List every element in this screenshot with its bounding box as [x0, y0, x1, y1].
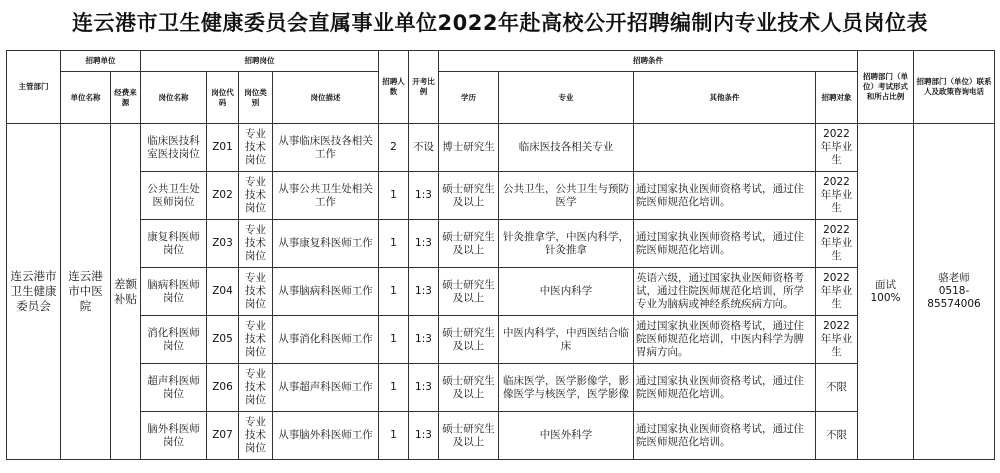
- header-cond-group: 招聘条件: [439, 51, 858, 72]
- post-type-cell: 专业技术岗位: [239, 220, 273, 268]
- major-cell: 中医外科学: [499, 412, 634, 460]
- contact-cell: [914, 124, 995, 460]
- education-cell: 硕士研究生及以上: [439, 220, 499, 268]
- count-cell: 1: [379, 220, 409, 268]
- header-exam: 招聘部门（单位）考试形式和所占比例: [858, 51, 914, 124]
- ratio-cell: 1:3: [409, 172, 439, 220]
- target-cell: 2022年毕业生: [816, 268, 858, 316]
- header-other: 其他条件: [634, 72, 816, 124]
- dept-cell: 连云港市卫生健康委员会: [7, 124, 61, 460]
- positions-table: [6, 50, 995, 460]
- target-cell: 2022年毕业生: [816, 316, 858, 364]
- education-cell: 博士研究生: [439, 124, 499, 172]
- post-code-cell: Z07: [207, 412, 239, 460]
- post-code-cell: Z01: [207, 124, 239, 172]
- post-code-cell: Z03: [207, 220, 239, 268]
- education-cell: 硕士研究生及以上: [439, 316, 499, 364]
- header-education: 学历: [439, 72, 499, 124]
- post-name-cell: 临床医技科室医技岗位: [141, 124, 207, 172]
- education-cell: 硕士研究生及以上: [439, 364, 499, 412]
- header-major: 专业: [499, 72, 634, 124]
- table-row: [7, 316, 995, 364]
- header-ratio: 开考比例: [409, 51, 439, 124]
- ratio-cell: 1:3: [409, 268, 439, 316]
- header-count: 招聘人数: [379, 51, 409, 124]
- exam-cell: 面试100%: [858, 124, 914, 460]
- header-post-desc: 岗位描述: [273, 72, 379, 124]
- count-cell: 1: [379, 412, 409, 460]
- header-unit-group: 招聘单位: [61, 51, 141, 72]
- header-dept: 主管部门: [7, 51, 61, 124]
- major-cell: 临床医技各相关专业: [499, 124, 634, 172]
- post-name-cell: 公共卫生处医师岗位: [141, 172, 207, 220]
- header-post-code: 岗位代码: [207, 72, 239, 124]
- ratio-cell: 1:3: [409, 364, 439, 412]
- target-cell: 不限: [816, 364, 858, 412]
- major-cell: 临床医学，医学影像学，影像医学与核医学，医学影像: [499, 364, 634, 412]
- post-name-cell: 脑外科医师岗位: [141, 412, 207, 460]
- header-unit-name: 单位名称: [61, 72, 111, 124]
- post-type-cell: 专业技术岗位: [239, 412, 273, 460]
- other-cell: 英语六级，通过国家执业医师资格考试，通过住院医师规范化培训，所学专业为脑病或神经系统疾病方向。: [634, 268, 816, 316]
- other-cell: 通过国家执业医师资格考试，通过住院医师规范化培训。: [634, 364, 816, 412]
- table-row: [7, 172, 995, 220]
- ratio-cell: 1:3: [409, 316, 439, 364]
- education-cell: 硕士研究生及以上: [439, 172, 499, 220]
- contact-phone: 0518-85574006: [927, 285, 981, 310]
- post-type-cell: 专业技术岗位: [239, 172, 273, 220]
- major-cell: 中医内科学，中西医结合临床: [499, 316, 634, 364]
- table-row: [7, 220, 995, 268]
- contact-name: 骆老师: [938, 272, 970, 284]
- post-desc-cell: 从事脑病科医师工作: [273, 268, 379, 316]
- post-code-cell: Z04: [207, 268, 239, 316]
- table-row: [7, 364, 995, 412]
- major-cell: 针灸推拿学，中医内科学，针灸推拿: [499, 220, 634, 268]
- header-funding: 经费来源: [111, 72, 141, 124]
- target-cell: 不限: [816, 412, 858, 460]
- count-cell: 1: [379, 172, 409, 220]
- post-desc-cell: 从事消化科医师工作: [273, 316, 379, 364]
- post-name-cell: 康复科医师岗位: [141, 220, 207, 268]
- post-desc-cell: 从事脑外科医师工作: [273, 412, 379, 460]
- post-code-cell: Z02: [207, 172, 239, 220]
- count-cell: 1: [379, 364, 409, 412]
- post-name-cell: 超声科医师岗位: [141, 364, 207, 412]
- count-cell: 2: [379, 124, 409, 172]
- header-contact: 招聘部门（单位）联系人及政策咨询电话: [914, 51, 995, 124]
- count-cell: 1: [379, 268, 409, 316]
- post-desc-cell: 从事公共卫生处相关工作: [273, 172, 379, 220]
- major-cell: 公共卫生，公共卫生与预防医学: [499, 172, 634, 220]
- other-cell: 通过国家执业医师资格考试，通过住院医师规范化培训。: [634, 172, 816, 220]
- post-type-cell: 专业技术岗位: [239, 364, 273, 412]
- other-cell: 通过国家执业医师资格考试，通过住院医师规范化培训，中医内科学为脾胃病方向。: [634, 316, 816, 364]
- header-post-type: 岗位类别: [239, 72, 273, 124]
- page-title: 连云港市卫生健康委员会直属事业单位2022年赴高校公开招聘编制内专业技术人员岗位表: [72, 11, 928, 35]
- funding-cell: 差额补贴: [111, 124, 141, 460]
- post-type-cell: 专业技术岗位: [239, 124, 273, 172]
- post-desc-cell: 从事超声科医师工作: [273, 364, 379, 412]
- post-name-cell: 消化科医师岗位: [141, 316, 207, 364]
- target-cell: 2022年毕业生: [816, 220, 858, 268]
- other-cell: [634, 124, 816, 172]
- post-desc-cell: 从事临床医技各相关工作: [273, 124, 379, 172]
- other-cell: 通过国家执业医师资格考试，通过住院医师规范化培训。: [634, 412, 816, 460]
- count-cell: 1: [379, 316, 409, 364]
- post-type-cell: 专业技术岗位: [239, 316, 273, 364]
- target-cell: 2022年毕业生: [816, 172, 858, 220]
- post-name-cell: 脑病科医师岗位: [141, 268, 207, 316]
- ratio-cell: 1:3: [409, 220, 439, 268]
- post-type-cell: 专业技术岗位: [239, 268, 273, 316]
- unit-cell: 连云港市中医院: [61, 124, 111, 460]
- post-code-cell: Z06: [207, 364, 239, 412]
- header-post-name: 岗位名称: [141, 72, 207, 124]
- post-code-cell: Z05: [207, 316, 239, 364]
- ratio-cell: 不设: [409, 124, 439, 172]
- table-row: [7, 412, 995, 460]
- target-cell: 2022年毕业生: [816, 124, 858, 172]
- header-post-group: 招聘岗位: [141, 51, 379, 72]
- ratio-cell: 1:3: [409, 412, 439, 460]
- education-cell: 硕士研究生及以上: [439, 412, 499, 460]
- major-cell: 中医内科学: [499, 268, 634, 316]
- header-target: 招聘对象: [816, 72, 858, 124]
- other-cell: 通过国家执业医师资格考试，通过住院医师规范化培训。: [634, 220, 816, 268]
- table-row: [7, 124, 995, 172]
- table-row: [7, 268, 995, 316]
- education-cell: 硕士研究生及以上: [439, 268, 499, 316]
- post-desc-cell: 从事康复科医师工作: [273, 220, 379, 268]
